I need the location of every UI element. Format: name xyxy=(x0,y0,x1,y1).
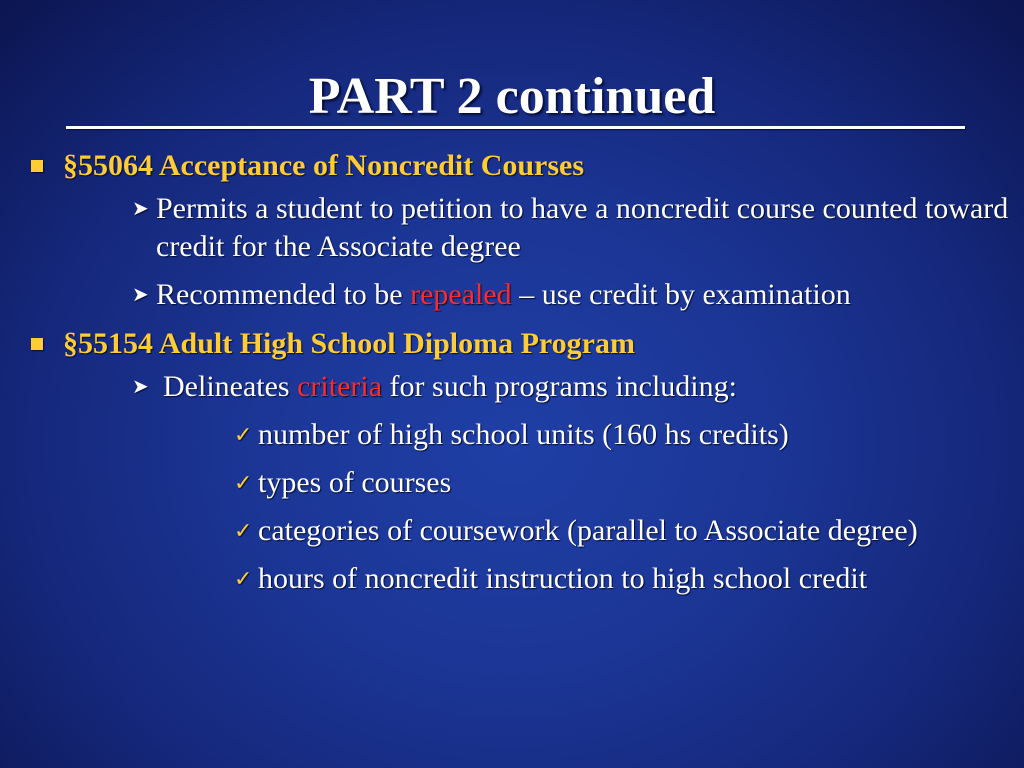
bullet-section-55154 xyxy=(0,324,1024,364)
slide-content xyxy=(0,146,1024,608)
checkmark-icon: ✓ xyxy=(234,470,253,495)
sub-bullet-text-after: for such programs including: xyxy=(382,370,737,403)
section-heading: §55154 Adult High School Diploma Program xyxy=(63,327,635,360)
sub-bullet-text-before: Delineates xyxy=(163,370,298,403)
check-item-text: hours of noncredit instruction to high school credit xyxy=(258,562,868,595)
sub-bullet-text: Permits a student to petition to have a noncredit course counted toward credit for the Associate degree xyxy=(156,192,1009,263)
sub-bullet-recommended xyxy=(0,276,1024,314)
arrow-bullet-icon: ➤ xyxy=(132,284,149,306)
checkmark-icon: ✓ xyxy=(234,422,253,447)
sub-bullet-permits xyxy=(0,190,1024,266)
sub-bullet-delineates xyxy=(0,368,1024,406)
check-item-text: categories of coursework (parallel to Associate degree) xyxy=(258,514,918,547)
slide-title: PART 2 continued xyxy=(308,68,716,125)
bullet-section-55064 xyxy=(0,146,1024,186)
sub-bullet-text-after: – use credit by examination xyxy=(511,278,851,311)
checkmark-icon: ✓ xyxy=(234,566,253,591)
square-bullet-icon xyxy=(31,338,43,350)
check-item-text: types of courses xyxy=(258,466,452,499)
square-bullet-icon xyxy=(31,160,43,172)
sub-bullet-text-before: Recommended to be xyxy=(156,278,411,311)
check-item-categories xyxy=(0,512,1024,550)
arrow-bullet-icon: ➤ xyxy=(132,198,149,220)
title-divider xyxy=(66,126,965,129)
check-item-hours xyxy=(0,560,1024,598)
highlight-criteria: criteria xyxy=(297,370,383,403)
arrow-bullet-icon: ➤ xyxy=(132,376,149,398)
check-item-types xyxy=(0,464,1024,502)
check-item-text: number of high school units (160 hs credits) xyxy=(258,418,789,451)
section-heading: §55064 Acceptance of Noncredit Courses xyxy=(63,149,585,182)
check-item-units xyxy=(0,416,1024,454)
highlight-repealed: repealed xyxy=(410,278,512,311)
checkmark-icon: ✓ xyxy=(234,518,253,543)
